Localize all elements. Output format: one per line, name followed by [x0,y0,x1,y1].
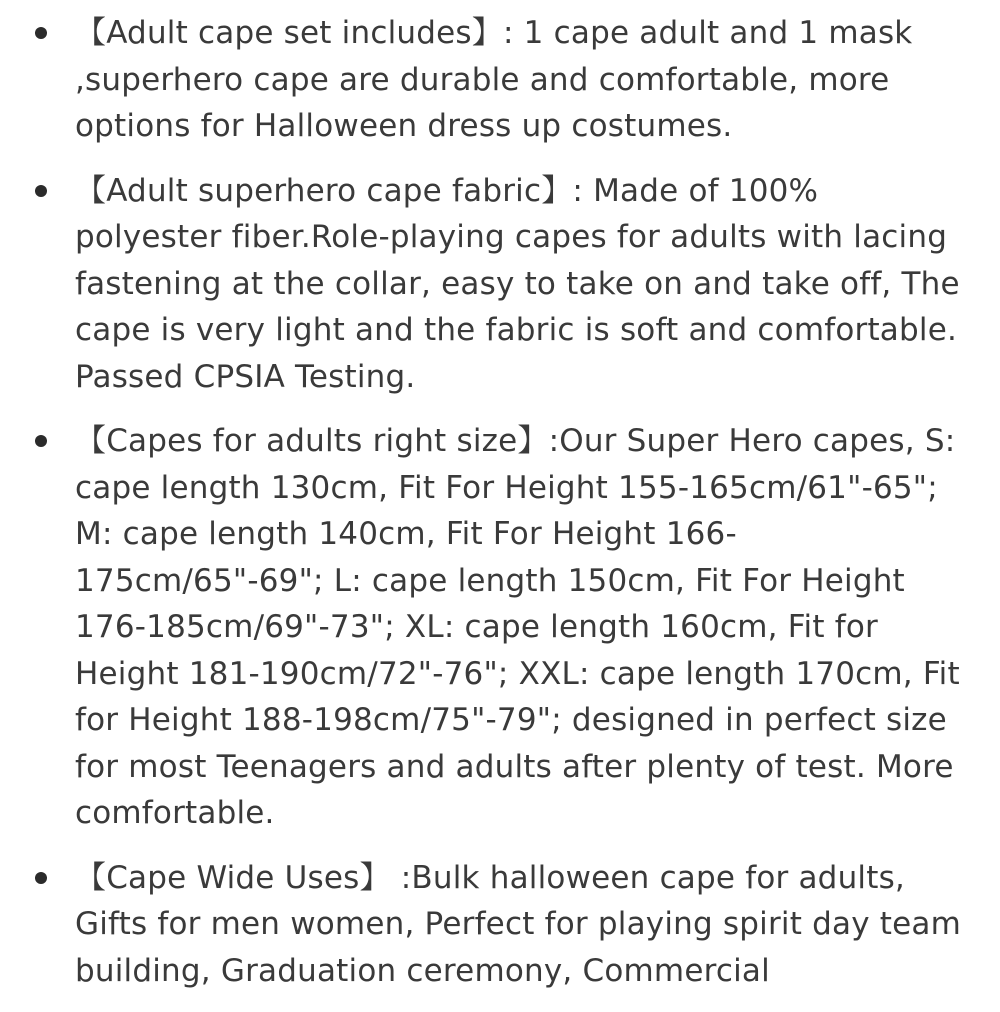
bullet-icon [35,872,47,884]
feature-text: 【Cape Wide Uses】 :Bulk halloween cape for adults, Gifts for men women, Perfect for playing spirit day team building, Graduation ceremony, Commercial [75,859,962,989]
feature-text: 【Capes for adults right size】:Our Super Hero capes, S: cape length 130cm, Fit For Height 155-165cm/61"-65"; M: cape length 140cm, Fit For Height 166-175cm/65"-69"; L: cape length 150cm, Fit For Height 176-185cm/69"-73"; XL: cape length 160cm, Fit for Height 181-190cm/72"-76"; XXL: cape length 170cm, Fit for Height 188-198cm/75"-79"; designed in perfect size for most Teenagers and adults after plenty of test. More comfortable. [75,423,960,831]
feature-item-uses [0,855,1000,995]
bullet-icon [35,185,47,197]
feature-text: 【Adult superhero cape fabric】: Made of 100% polyester fiber.Role-playing capes for adults with lacing fastening at the collar, easy to take on and take off, The cape is very light and the fabric is soft and comfortable. Passed CPSIA Testing. [75,172,960,395]
feature-item-set-includes [0,10,1000,150]
bullet-icon [35,435,47,447]
feature-text: 【Adult cape set includes】: 1 cape adult and 1 mask ,superhero cape are durable and comfortable, more options for Halloween dress up costumes. [75,15,913,144]
feature-item-fabric [0,168,1000,401]
product-feature-list [0,10,1000,1012]
bullet-icon [35,27,47,39]
feature-item-sizes [0,418,1000,837]
